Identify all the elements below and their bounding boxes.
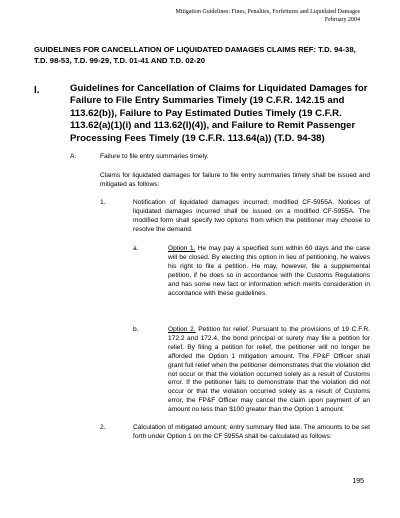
item-2-number: 2. (100, 424, 106, 431)
section-number: I. (34, 85, 40, 96)
item-1-text: Notification of liquidated damages incurred; modified CF-5955A. Notices of liquidated damages incurred shall be issued on a modified CF-5955A. The modified form shall specify two options from which the petitioner may choose to resolve the demand. (133, 199, 370, 233)
option-a-letter: a. (133, 245, 139, 252)
subsection-heading: Failure to file entry summaries timely. (100, 153, 209, 160)
page-number: 195 (352, 478, 364, 485)
option-a-paragraph (168, 245, 370, 298)
option-a-label: Option 1. (168, 245, 196, 252)
subsection-intro: Claims for liquidated damages for failure to file entry summaries timely shall be issued and mitigated as follows: (100, 172, 370, 188)
option-b-paragraph (168, 326, 370, 415)
running-header (176, 8, 360, 24)
document-title: GUIDELINES FOR CANCELLATION OF LIQUIDATED DAMAGES CLAIMS REF: T.D. 94-38, T.D. 98-53, T.D. 99-29, T.D. 01-41 AND T.D. 02-20 (34, 45, 356, 65)
item-2-text: Calculation of mitigated amount; entry summary filed late. The amounts to be set forth under Option 1 on the CF 5955A shall be calculated as follows: (133, 424, 370, 440)
option-a-text: He may pay a specified sum within 60 days and the case will be closed. By electing this option in lieu of petitioning, he waives his right to file a petition. He may, however, file a supplemental petition, if he does so in accordance with the Customs Regulations and has some new fact or information which merits consideration in accordance with these guidelines. (168, 245, 370, 297)
section-title: Guidelines for Cancellation of Claims for Liquidated Damages for Failure to File Entry Summaries Timely (19 C.F.R. 142.15 and 113.62(b)), Failure to Pay Estimated Duties Timely (19 C.F.R. 113.62(a)(1)(i) and 113.62(l)(4)), and Failure to Remit Passenger Processing Fees Timely (19 C.F.R. 113.64(a)) (T.D. 94-38) (70, 83, 368, 144)
header-title: Mitigation Guidelines: Fines, Penalties, Forfeitures and Liquidated Damages (175, 9, 360, 15)
option-b-text: Petition for relief. Pursuant to the provisions of 19 C.F.R. 172.2 and 172.4, the bond principal or surety may file a petition for relief. By filing a petition for relief, the petitioner will no longer be afforded the Option 1 mitigation amount. The FP&F Officer shall grant full relief when the petitioner demonstrates that the violation did not occur or that the violation occurred solely as a result of Customs error. If the petitioner fails to demonstrate that the violation did not occur or that the violation occurred solely as a result of Customs error, the FP&F Officer may cancel the claim upon payment of an amount no less than $100 greater than the Option 1 amount. (168, 326, 370, 414)
option-b-label: Option 2. (168, 326, 196, 333)
option-b-letter: b. (133, 326, 139, 333)
header-date: February 2004 (324, 17, 360, 23)
subsection-letter: A. (70, 153, 77, 160)
item-1-number: 1. (100, 199, 106, 206)
